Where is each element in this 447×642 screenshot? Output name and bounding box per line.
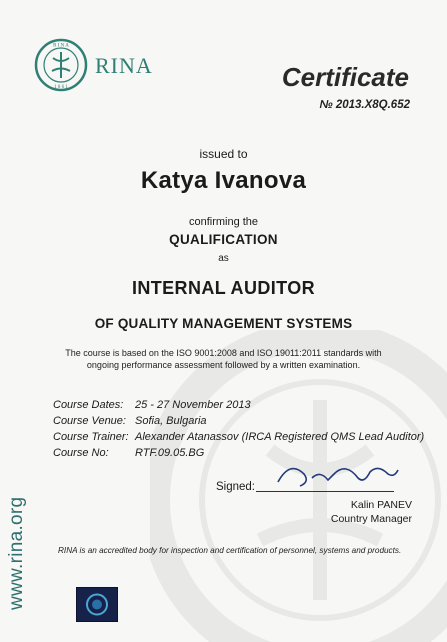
qualification-heading: QUALIFICATION bbox=[169, 232, 278, 247]
course-number-label: Course No: bbox=[53, 447, 109, 459]
logo-ring-bottom-text: 1 8 6 1 bbox=[54, 85, 68, 90]
certificate-title: Certificate bbox=[281, 62, 409, 92]
accreditation-statement: RINA is an accredited body for inspection and certification of personnel, systems and products. bbox=[58, 546, 402, 555]
handwritten-signature bbox=[270, 452, 402, 494]
logo-ring-top-text: R I N A bbox=[53, 43, 69, 49]
course-dates-label: Course Dates: bbox=[53, 399, 124, 411]
issued-to-text: issued to bbox=[199, 147, 248, 161]
course-trainer-value: Alexander Atanassov (IRCA Registered QMS Lead Auditor) bbox=[135, 431, 425, 443]
recipient-name: Katya Ivanova bbox=[140, 167, 307, 194]
course-venue-value: Sofia, Bulgaria bbox=[135, 415, 207, 427]
description-line-2: ongoing performance assessment followed by a written examination. bbox=[86, 360, 361, 370]
rina-logo-icon bbox=[34, 38, 88, 92]
signer-name: Kalin PANEV bbox=[350, 499, 412, 511]
description-line-1: The course is based on the ISO 9001:2008 and ISO 19011:2011 standards with bbox=[65, 348, 382, 358]
certificate-number: № 2013.X8Q.652 bbox=[319, 99, 410, 111]
course-dates-row bbox=[53, 399, 424, 415]
signed-label: Signed: bbox=[216, 481, 256, 493]
website-url: www.rina.org bbox=[6, 496, 27, 610]
course-number-value: RTF.09.05.BG bbox=[135, 447, 205, 459]
confirming-text: confirming the bbox=[188, 216, 259, 228]
signer-block bbox=[300, 498, 412, 526]
course-description bbox=[0, 347, 447, 371]
course-trainer-label: Course Trainer: bbox=[53, 431, 129, 443]
signer-title: Country Manager bbox=[330, 513, 412, 525]
hologram-seal-icon bbox=[76, 587, 118, 622]
course-venue-row bbox=[53, 415, 424, 431]
role-title: INTERNAL AUDITOR bbox=[131, 278, 316, 298]
as-text: as bbox=[218, 253, 229, 264]
logo-text: RINA bbox=[95, 53, 153, 78]
course-dates-value: 25 - 27 November 2013 bbox=[135, 399, 251, 411]
course-venue-label: Course Venue: bbox=[53, 415, 126, 427]
course-trainer-row bbox=[53, 431, 424, 447]
role-subtitle: OF QUALITY MANAGEMENT SYSTEMS bbox=[94, 316, 353, 331]
signature-line bbox=[256, 491, 394, 492]
